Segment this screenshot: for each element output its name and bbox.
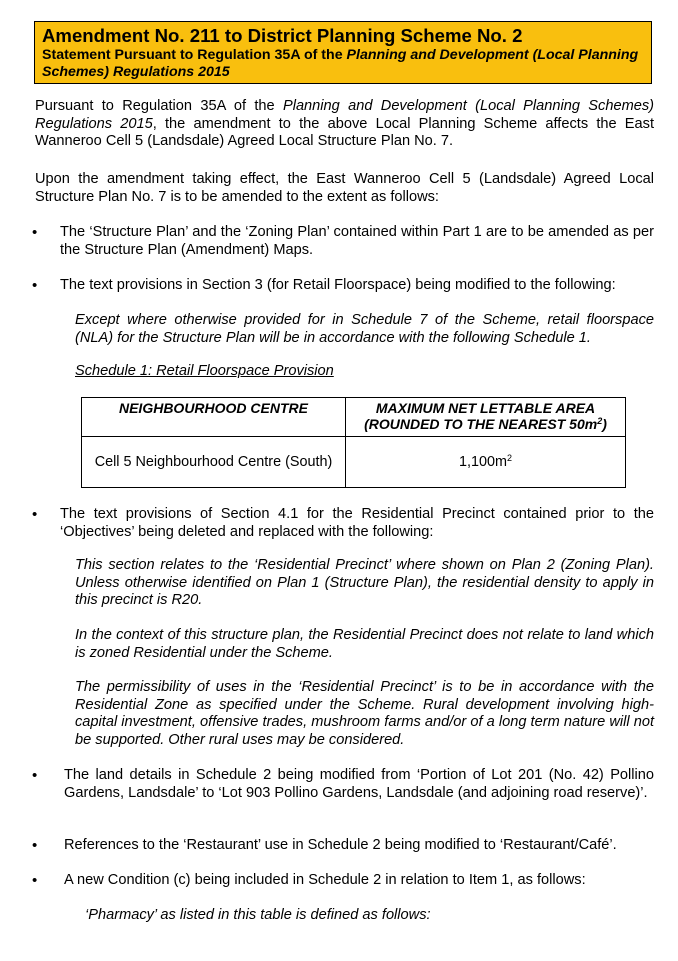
bullet-new-condition: A new Condition (c) being included in Schedule 2 in relation to Item 1, as follows: xyxy=(64,872,586,888)
bullet-land-details: The land details in Schedule 2 being modified from ‘Portion of Lot 201 (No. 42) Pollino Gardens, Landsdale’ to ‘Lot 903 Pollino Gardens, Landsdale (and adjoining road reserve)’. xyxy=(64,767,654,801)
bullet-marker: • xyxy=(32,767,38,784)
bullet-marker: • xyxy=(32,837,38,854)
bullet-structure-plan: The ‘Structure Plan’ and the ‘Zoning Plan’ contained within Part 1 are to be amended as per the Structure Plan (Amendment) Maps. xyxy=(60,224,654,258)
residential-paragraph-3: The permissibility of uses in the ‘Residential Precinct’ is to be in accordance with the Residential Zone as specified under the Scheme. Rural development involving high-capital investment, offensive trades, mushroom farms and/or of a long term nature will not be supported. Other rural uses may be considered. xyxy=(75,679,654,748)
extent-paragraph: Upon the amendment taking effect, the East Wanneroo Cell 5 (Landsdale) Agreed Local Structure Plan No. 7 is to be amended to the extent as follows: xyxy=(35,171,654,205)
residential-paragraph-1: This section relates to the ‘Residential Precinct’ where shown on Plan 2 (Zoning Plan). Unless otherwise identified on Plan 1 (Structure Plan), the residential density to apply in this precinct is R20. xyxy=(75,557,654,609)
amendment-header-box xyxy=(34,21,652,84)
schedule-1-title: Schedule 1: Retail Floorspace Provision xyxy=(75,363,334,379)
bullet-marker: • xyxy=(32,277,38,294)
column-header-nla: MAXIMUM NET LETTABLE AREA (ROUNDED TO THE NEAREST $50m^2$) xyxy=(346,398,626,437)
table-header-row xyxy=(82,398,626,437)
bullet-retail-floorspace: The text provisions in Section 3 (for Retail Floorspace) being modified to the following: xyxy=(60,277,616,293)
column-header-centre: NEIGHBOURHOOD CENTRE xyxy=(82,398,346,437)
intro-paragraph: Pursuant to Regulation 35A of the Planning and Development (Local Planning Schemes) Regulations 2015, the amendment to the above Local Planning Scheme affects the East Wanneroo Cell 5 (Landsdale) Agreed Local Structure Plan No. 7. xyxy=(35,98,655,150)
retail-floorspace-table xyxy=(81,397,626,488)
retail-provision-text: Except where otherwise provided for in Schedule 7 of the Scheme, retail floorspace (NLA) for the Structure Plan will be in accordance with the following Schedule 1. xyxy=(75,312,654,346)
pharmacy-definition-text: ‘Pharmacy’ as listed in this table is defined as follows: xyxy=(85,907,431,923)
bullet-marker: • xyxy=(32,506,38,523)
bullet-residential-precinct: The text provisions of Section 4.1 for the Residential Precinct contained prior to the ‘Objectives’ being deleted and replaced with the following: xyxy=(60,506,654,540)
page-subtitle: Statement Pursuant to Regulation 35A of the Planning and Development (Local Planning Schemes) Regulations 2015 xyxy=(42,47,639,80)
residential-paragraph-2: In the context of this structure plan, the Residential Precinct does not relate to land which is zoned Residential under the Scheme. xyxy=(75,627,654,661)
cell-nla-value: $1,100m^2$ xyxy=(346,437,626,488)
bullet-marker: • xyxy=(32,224,38,241)
bullet-marker: • xyxy=(32,872,38,889)
cell-centre-name: Cell 5 Neighbourhood Centre (South) xyxy=(82,437,346,488)
table-row xyxy=(82,437,626,488)
bullet-restaurant-use: References to the ‘Restaurant’ use in Schedule 2 being modified to ‘Restaurant/Café’. xyxy=(64,837,617,853)
page-title: Amendment No. 211 to District Planning Scheme No. 2 xyxy=(42,25,523,46)
